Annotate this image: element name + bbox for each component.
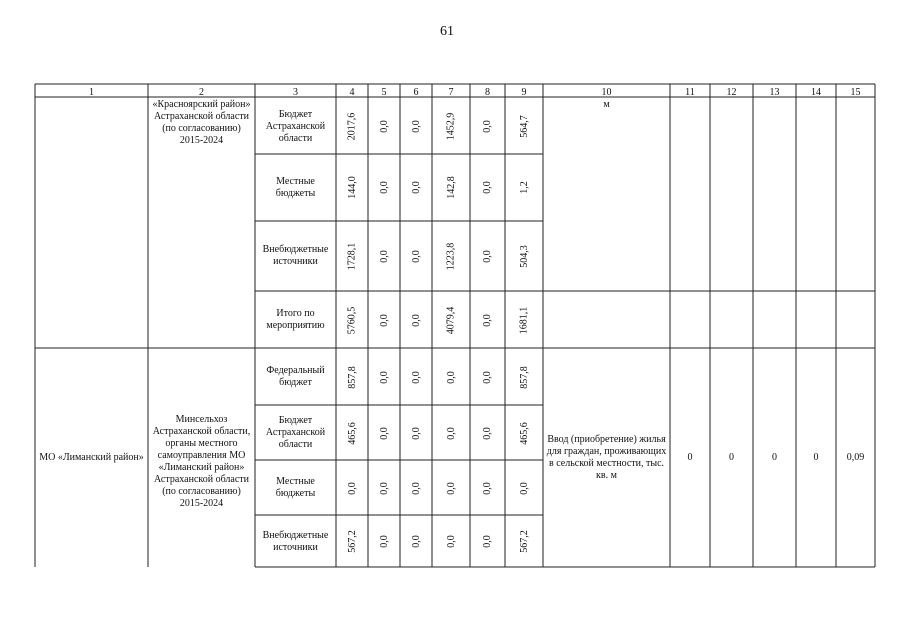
block1-row3-source: Внебюджетные источники — [262, 244, 329, 267]
block2-col12: 0 — [729, 451, 734, 463]
block2-row4-col7: 0,0 — [445, 534, 457, 548]
block1-total-col8: 0,0 — [481, 313, 493, 327]
block2-row1-col5: 0,0 — [378, 370, 390, 384]
block1-total-col6: 0,0 — [410, 313, 422, 327]
block2-row2-col9: 465,6 — [518, 421, 530, 445]
block2-row4-col4: 567,2 — [346, 529, 358, 553]
header-col-10: 10 — [601, 87, 612, 98]
block2-row3-col5: 0,0 — [378, 481, 390, 495]
block1-row3-col8: 0,0 — [481, 249, 493, 263]
block2-row4-col8: 0,0 — [481, 534, 493, 548]
block2-row3-source: Местные бюджеты — [275, 476, 316, 499]
block1-row3-col6: 0,0 — [410, 249, 422, 263]
header-col-8: 8 — [485, 87, 490, 98]
block1-responsible: «Красноярский район» Астраханской области (по согласованию) 2015-2024 — [152, 99, 251, 146]
block2-row3-col7: 0,0 — [445, 481, 457, 495]
block2-row4-col6: 0,0 — [410, 534, 422, 548]
block2-row1-source: Федеральный бюджет — [266, 365, 325, 388]
block2-row1-col8: 0,0 — [481, 370, 493, 384]
block2-municipality: МО «Лиманский район» — [39, 451, 144, 463]
block1-total-col4: 5760,5 — [346, 306, 358, 334]
block2-row1-col6: 0,0 — [410, 370, 422, 384]
block1-row3-col5: 0,0 — [378, 249, 390, 263]
block1-row3-col9: 504,3 — [518, 244, 530, 268]
header-col-7: 7 — [448, 87, 454, 98]
block2-row3-col8: 0,0 — [481, 481, 493, 495]
block1-indicator: м — [603, 99, 610, 110]
page-number: 61 — [440, 24, 454, 39]
header-col-13: 13 — [769, 87, 780, 98]
block2-row3-col4: 0,0 — [346, 481, 358, 495]
block1-row3-col4: 1728,1 — [346, 242, 358, 270]
block2-row3-col6: 0,0 — [410, 481, 422, 495]
block1-total-col5: 0,0 — [378, 313, 390, 327]
header-col-12: 12 — [726, 87, 737, 98]
block2-row1-col7: 0,0 — [445, 370, 457, 384]
block1-row1-col7: 1452,9 — [445, 112, 457, 140]
block1-total-label: Итого по мероприятию — [266, 308, 325, 331]
block2-col11: 0 — [687, 451, 693, 463]
header-col-15: 15 — [850, 87, 861, 98]
block2-col15: 0,09 — [846, 451, 865, 463]
block1-row1-source: Бюджет Астраханской области — [265, 108, 326, 144]
block1-row1-col5: 0,0 — [378, 119, 390, 133]
block2-responsible: Минсельхоз Астраханской области, органы местного самоуправления МО «Лиманский район» Астраханской области (по согласованию) 2015-2024 — [152, 413, 251, 509]
block2-row2-col4: 465,6 — [346, 421, 358, 445]
header-col-2: 2 — [199, 87, 204, 98]
block1-row1-col6: 0,0 — [410, 119, 422, 133]
block2-row2-col7: 0,0 — [445, 426, 457, 440]
block1-row1-col9: 564,7 — [518, 114, 530, 138]
block2-row2-source: Бюджет Астраханской области — [265, 415, 326, 450]
block1-total-col9: 1681,1 — [518, 306, 530, 334]
header-col-9: 9 — [521, 87, 527, 98]
block1-row2-source: Местные бюджеты — [275, 176, 316, 199]
header-col-3: 3 — [293, 87, 298, 98]
header-col-5: 5 — [381, 87, 387, 98]
header-col-4: 4 — [349, 87, 355, 98]
block2-col13: 0 — [772, 451, 777, 463]
block1-row1-col4: 2017,6 — [346, 112, 358, 140]
block2-row2-col5: 0,0 — [378, 426, 390, 440]
block1-row2-col4: 144,0 — [346, 175, 358, 199]
block1-row2-col6: 0,0 — [410, 180, 422, 194]
header-col-1: 1 — [89, 87, 94, 98]
block2-row4-col9: 567,2 — [518, 529, 530, 553]
block1-row1-col8: 0,0 — [481, 119, 493, 133]
block2-row3-col9: 0,0 — [518, 481, 530, 495]
block2-row2-col8: 0,0 — [481, 426, 493, 440]
header-col-6: 6 — [413, 87, 419, 98]
header-col-11: 11 — [685, 87, 695, 98]
block1-total-col7: 4079,4 — [445, 306, 457, 334]
block2-row1-col9: 857,8 — [518, 365, 530, 389]
header-col-14: 14 — [811, 87, 821, 98]
block2-indicator: Ввод (приобретение) жилья для граждан, проживающих в сельской местности, тыс. кв. м — [546, 433, 667, 481]
block2-row1-col4: 857,8 — [346, 365, 358, 389]
block2-col14: 0 — [813, 451, 819, 463]
block1-row2-col9: 1,2 — [518, 180, 530, 194]
block2-row4-col5: 0,0 — [378, 534, 390, 548]
block1-row2-col8: 0,0 — [481, 180, 493, 194]
block1-row2-col5: 0,0 — [378, 180, 390, 194]
block1-row2-col7: 142,8 — [445, 175, 457, 199]
block2-row2-col6: 0,0 — [410, 426, 422, 440]
block2-row4-source: Внебюджетные источники — [262, 529, 329, 553]
block1-row3-col7: 1223,8 — [445, 242, 457, 270]
